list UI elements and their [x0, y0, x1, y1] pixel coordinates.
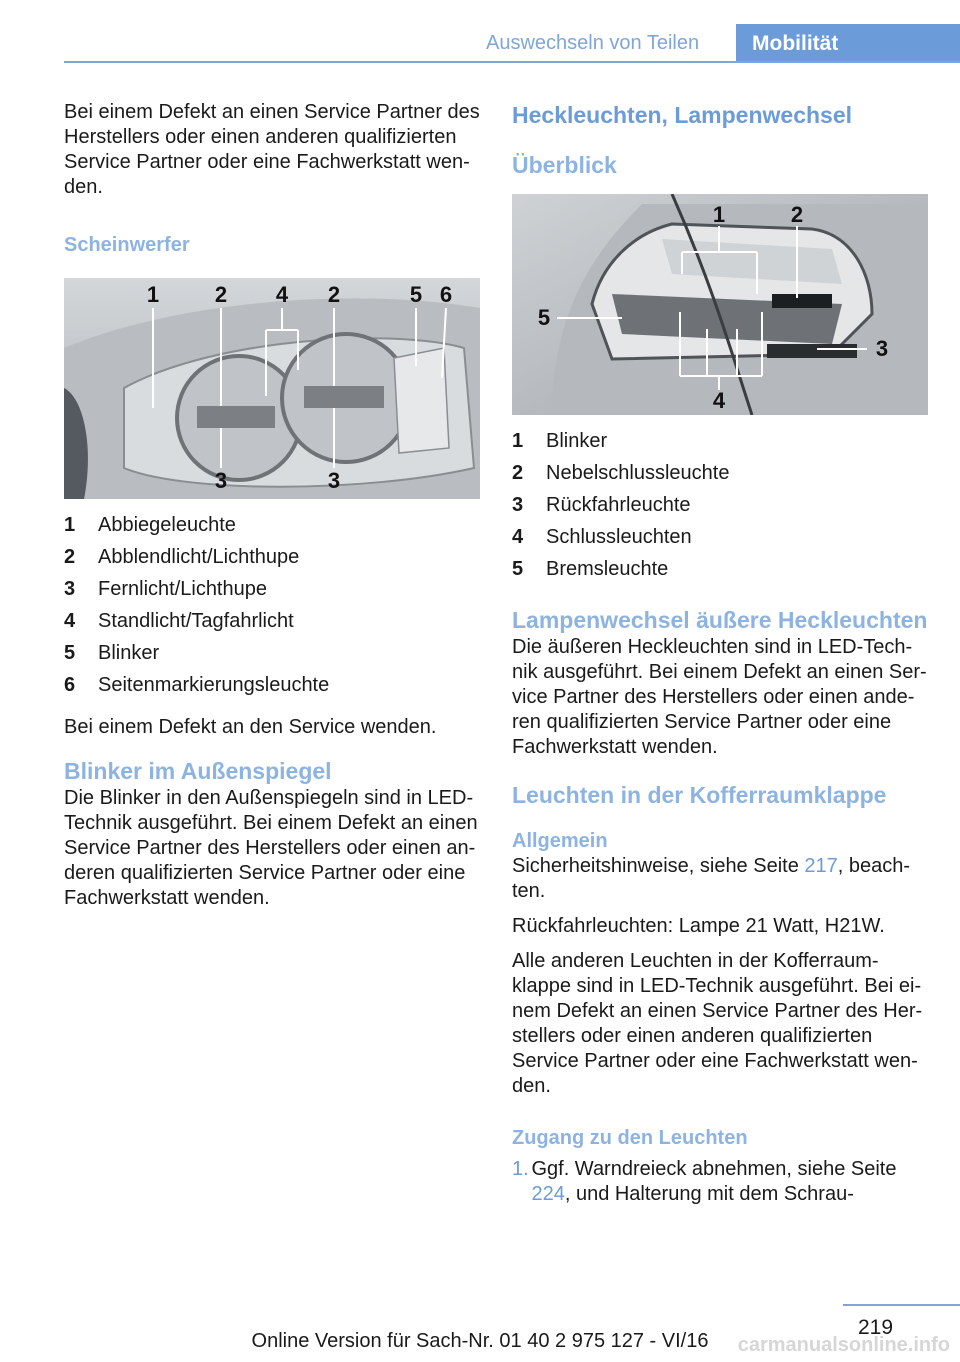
headlight-callout-1: 1 — [146, 282, 160, 307]
general-heading: Allgemein — [512, 830, 608, 852]
header-rule — [64, 61, 960, 63]
legend-item: 2 Nebelschlussleuchte — [512, 462, 730, 484]
headlight-callout-5: 5 — [409, 282, 423, 307]
tail-callout-5: 5 — [537, 305, 551, 330]
mirror-paragraph: Die Blinker in den Außenspiegeln sind in LED-Technik ausgeführt. Bei einem Defekt an einen Service Partner des Herstellers oder einen an-deren qualifizierten Service Partner oder eine Fachwerkstatt wenden. — [64, 787, 478, 909]
page-link-217[interactable]: 217 — [804, 855, 838, 877]
headlight-callout-2a: 2 — [214, 282, 228, 307]
online-version-footer: Online Version für Sach-Nr. 01 40 2 975 127 - VI/16 — [251, 1330, 709, 1352]
intro-paragraph: Bei einem Defekt an einen Service Partner des Herstellers oder einen anderen qualifizierten Service Partner oder eine Fachwerkstatt wen-den. — [64, 101, 480, 198]
headlight-callout-3b: 3 — [327, 468, 341, 493]
access-heading: Zugang zu den Leuchten — [512, 1127, 748, 1149]
watermark: carmanualsonline.info — [737, 1334, 950, 1356]
tail-light-legend — [512, 425, 928, 585]
defect-note: Bei einem Defekt an den Service wenden. — [64, 716, 437, 738]
safety-paragraph: Sicherheitshinweise, siehe Seite 217, beach-ten. — [512, 855, 911, 902]
headlight-figure — [64, 278, 480, 499]
page-number: 219 — [858, 1316, 894, 1339]
footer-rule — [843, 1304, 960, 1306]
tail-callout-1: 1 — [712, 202, 726, 227]
legend-item: 6 Seitenmarkierungsleuchte — [64, 674, 330, 696]
overview-heading: Überblick — [512, 152, 617, 178]
step-1 — [512, 1157, 928, 1207]
headlight-callout-3a: 3 — [214, 468, 228, 493]
headlight-illustration — [64, 278, 480, 499]
running-header-section: Auswechseln von Teilen — [486, 32, 700, 54]
tail-callout-2: 2 — [790, 202, 804, 227]
running-header-chapter — [736, 24, 960, 63]
page-link-224[interactable]: 224 — [531, 1183, 565, 1205]
left-column — [64, 100, 480, 911]
step-text: Ggf. Warndreieck abnehmen, siehe Seite 224, und Halterung mit dem Schrau- — [531, 1158, 897, 1205]
legend-item: 5 Blinker — [64, 642, 160, 664]
legend-item: 2 Abblendlicht/Lichthupe — [64, 546, 300, 568]
tail-callout-3: 3 — [875, 336, 889, 361]
legend-item: 4 Schlussleuchten — [512, 526, 692, 548]
outer-tail-paragraph: Die äußeren Heckleuchten sind in LED-Tech-nik ausgeführt. Bei einem Defekt an einen Ser-vice Partner des Herstellers oder einen ande-ren qualifizierten Service Partner oder eine Fachwerkstatt wenden. — [512, 636, 927, 758]
other-lamps-paragraph: Alle anderen Leuchten in der Kofferraum-klappe sind in LED-Technik ausgeführt. Bei ei-nem Defekt an einen Service Partner des Her-stellers oder einen anderen qualifizierten Service Partner oder eine Fachwerkstatt wen-den. — [512, 950, 923, 1097]
headlight-heading: Scheinwerfer — [64, 234, 190, 256]
headlight-legend — [64, 509, 480, 701]
reverse-lamp-paragraph: Rückfahrleuchten: Lampe 21 Watt, H21W. — [512, 915, 885, 937]
tail-callout-4: 4 — [712, 388, 726, 413]
legend-item: 1 Abbiegeleuchte — [64, 514, 236, 536]
chapter-label: Mobilität — [752, 31, 839, 55]
tail-light-heading: Heckleuchten, Lampenwechsel — [512, 102, 853, 128]
legend-item: 1 Blinker — [512, 430, 608, 452]
tail-light-illustration — [512, 194, 928, 415]
outer-tail-heading: Lampenwechsel äußere Heckleuchten — [512, 607, 928, 633]
headlight-callout-6: 6 — [439, 282, 453, 307]
right-column — [512, 100, 928, 1207]
tail-light-figure — [512, 194, 928, 415]
headlight-callout-2b: 2 — [327, 282, 341, 307]
mirror-heading: Blinker im Außenspiegel — [64, 758, 332, 784]
trunk-lights-heading: Leuchten in der Kofferraumklappe — [512, 782, 887, 808]
legend-item: 4 Standlicht/Tagfahrlicht — [64, 610, 294, 632]
legend-item: 3 Fernlicht/Lichthupe — [64, 578, 267, 600]
legend-item: 5 Bremsleuchte — [512, 558, 669, 580]
legend-item: 3 Rückfahrleuchte — [512, 494, 691, 516]
headlight-callout-4: 4 — [275, 282, 289, 307]
step-number: 1. — [512, 1158, 529, 1180]
